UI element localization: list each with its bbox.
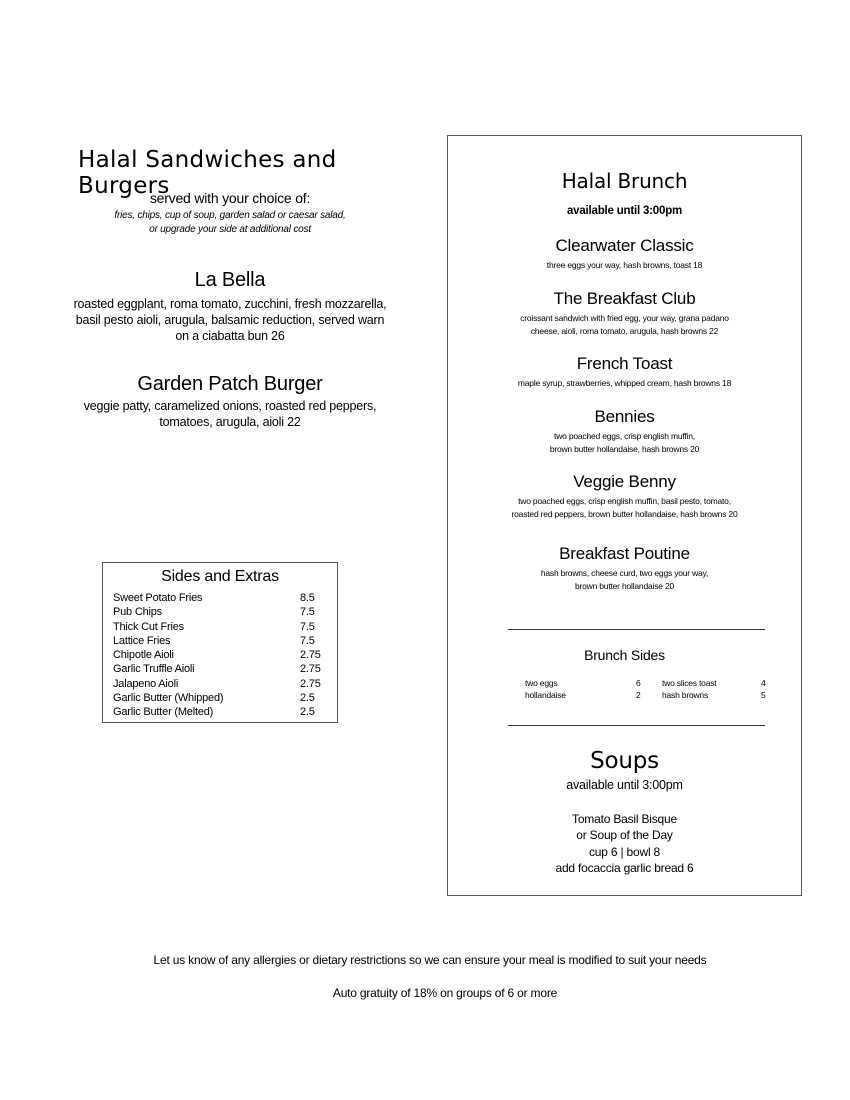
brunch-item-name: Veggie Benny <box>573 472 676 491</box>
brunch-item-name: French Toast <box>576 354 673 373</box>
side-name: Garlic Butter (Whipped) <box>113 692 224 705</box>
soups-details <box>448 811 801 876</box>
description-line: brown butter hollandaise, hash browns 20 <box>549 443 700 454</box>
sandwiches-section-title: Halal Sandwiches and Burgers <box>78 147 337 199</box>
side-price: 2.5 <box>300 706 315 719</box>
brunch-item-description <box>448 430 801 455</box>
menu-item-description <box>60 398 400 430</box>
menu-item-name: Garden Patch Burger <box>137 373 323 395</box>
brunch-side-price: 4 <box>761 678 766 688</box>
description-line: hash browns, cheese curd, two eggs your way, <box>540 568 709 578</box>
brunch-item-description <box>448 567 801 592</box>
side-name: Garlic Truffle Aioli <box>113 663 195 676</box>
brunch-availability: available until 3:00pm <box>566 205 683 217</box>
side-name: Chipotle Aioli <box>113 649 174 662</box>
description-line: maple syrup, strawberries, whipped cream, hash browns 18 <box>517 378 732 388</box>
side-price: 2.75 <box>300 663 321 676</box>
description-line: basil pesto aioli, arugula, balsamic reduction, served warn <box>75 313 385 327</box>
description-line: veggie patty, caramelized onions, roasted red peppers, <box>83 399 377 413</box>
side-name: Sweet Potato Fries <box>113 592 203 604</box>
divider <box>508 629 765 630</box>
side-price: 2.75 <box>300 649 321 662</box>
description-line: tomatoes, arugula, aioli 22 <box>159 415 301 429</box>
brunch-side-name: two eggs <box>525 678 558 688</box>
description-line: brown butter hollandaise 20 <box>574 580 675 591</box>
description-line: roasted eggplant, roma tomato, zucchini, fresh mozzarella, <box>73 297 387 311</box>
soup-line: add focaccia garlic bread 6 <box>555 860 694 875</box>
soup-line: or Soup of the Day <box>576 828 673 843</box>
brunch-item-description <box>448 259 801 272</box>
side-name: Garlic Butter (Melted) <box>113 706 214 719</box>
brunch-item-breakfast-club <box>448 289 801 337</box>
brunch-side-price: 6 <box>636 678 641 688</box>
brunch-item-bennies <box>448 407 801 455</box>
side-name: Thick Cut Fries <box>113 620 184 633</box>
brunch-item-breakfast-poutine <box>448 544 801 592</box>
side-row <box>113 705 333 719</box>
sides-title: Sides and Extras <box>161 568 279 585</box>
served-with-text: served with your choice of: <box>149 190 311 206</box>
gratuity-notice: Auto gratuity of 18% on groups of 6 or more <box>332 986 558 1000</box>
side-name: Lattice Fries <box>113 634 171 647</box>
side-name: Pub Chips <box>113 606 162 619</box>
side-row <box>113 634 333 648</box>
menu-item-name: La Bella <box>194 269 266 291</box>
side-row <box>113 691 333 705</box>
description-line: roasted red peppers, brown butter hollandaise, hash browns 20 <box>511 508 738 519</box>
brunch-item-name: The Breakfast Club <box>553 289 696 308</box>
description-line: two poached eggs, crisp english muffin, basil pesto, tomato, <box>518 496 731 506</box>
side-price: 2.5 <box>300 692 315 705</box>
brunch-item-name: Bennies <box>594 407 655 426</box>
side-price: 7.5 <box>300 606 315 619</box>
menu-item-la-bella <box>60 269 400 344</box>
menu-item-description <box>60 296 400 344</box>
description-line: croissant sandwich with fried egg, your way, grana padano <box>520 313 729 323</box>
side-price: 2.75 <box>300 677 321 690</box>
side-row <box>113 662 333 676</box>
menu-item-garden-patch-burger <box>60 373 400 430</box>
brunch-item-description <box>448 312 801 337</box>
soups-section-title: Soups <box>590 748 659 774</box>
side-price: 7.5 <box>300 620 315 633</box>
side-name: Jalapeno Aioli <box>113 677 179 690</box>
description-line: three eggs your way, hash browns, toast 18 <box>546 260 703 270</box>
brunch-side-price: 5 <box>761 690 766 700</box>
sides-and-extras-box <box>102 562 338 723</box>
description-line: cheese, aioli, roma tomato, arugula, hash browns 22 <box>530 325 719 336</box>
description-line: on a ciabatta bun 26 <box>175 329 285 343</box>
brunch-item-clearwater-classic <box>448 236 801 272</box>
brunch-section-title: Halal Brunch <box>561 169 688 193</box>
divider <box>508 725 765 726</box>
soup-line: cup 6 | bowl 8 <box>588 844 661 859</box>
side-price: 7.5 <box>300 634 315 647</box>
brunch-item-description <box>448 495 801 520</box>
allergy-notice: Let us know of any allergies or dietary restrictions so we can ensure your meal is modified to suit your needs <box>153 953 707 967</box>
soups-availability: available until 3:00pm <box>566 778 683 792</box>
brunch-item-veggie-benny <box>448 472 801 520</box>
description-line: two poached eggs, crisp english muffin, <box>554 431 695 441</box>
brunch-side-price: 2 <box>636 690 641 700</box>
brunch-item-french-toast <box>448 354 801 390</box>
sides-list <box>113 591 333 720</box>
brunch-side-name: hollandaise <box>525 690 566 700</box>
side-row <box>113 605 333 619</box>
soup-line: Tomato Basil Bisque <box>572 812 677 826</box>
brunch-item-description <box>448 377 801 390</box>
side-row <box>113 591 333 605</box>
brunch-side-name: hash browns <box>662 690 708 700</box>
side-options-text <box>60 209 400 237</box>
side-row <box>113 648 333 662</box>
brunch-item-name: Breakfast Poutine <box>559 544 690 563</box>
brunch-box <box>447 135 802 896</box>
brunch-item-name: Clearwater Classic <box>555 236 694 255</box>
side-options-line: fries, chips, cup of soup, garden salad or caesar salad, <box>114 210 346 221</box>
side-price: 8.5 <box>300 592 315 604</box>
side-row <box>113 620 333 634</box>
brunch-sides-title: Brunch Sides <box>584 647 665 663</box>
side-options-line: or upgrade your side at additional cost <box>149 224 311 235</box>
brunch-side-name: two slices toast <box>662 678 717 688</box>
side-row <box>113 677 333 691</box>
